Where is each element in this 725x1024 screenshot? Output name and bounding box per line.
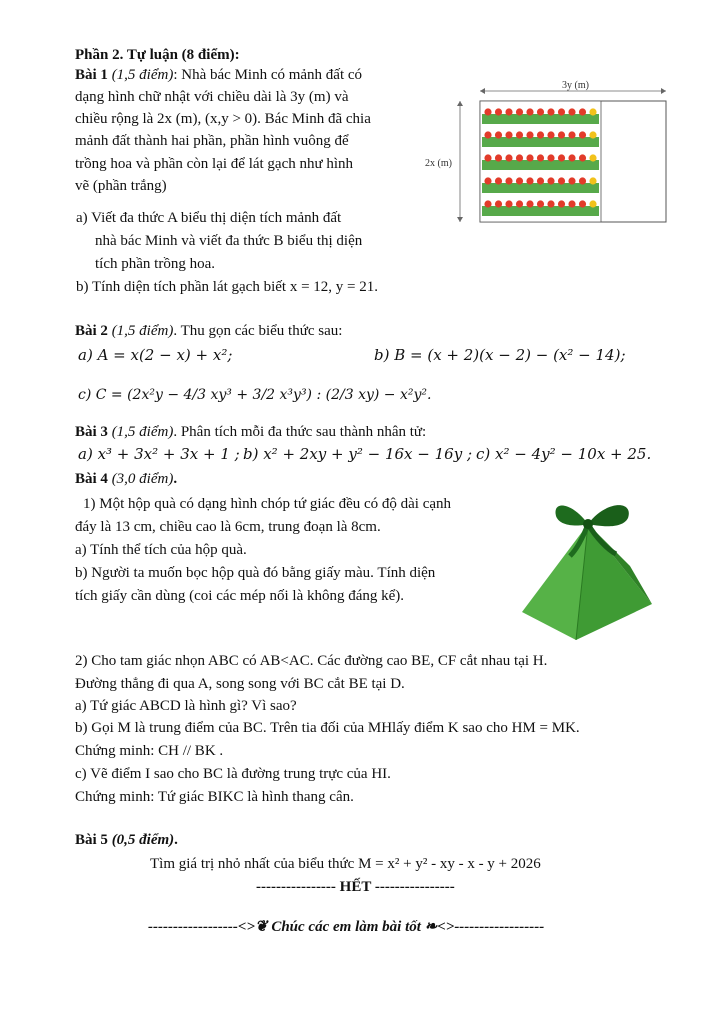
- bai2-intro: . Thu gọn các biểu thức sau:: [173, 323, 343, 339]
- bai5-heading: Bài 5 (0,5 điểm).: [75, 832, 178, 848]
- bai5-label: Bài 5: [75, 832, 108, 848]
- bai1-label: Bài 1: [75, 67, 108, 83]
- flower: [526, 200, 533, 207]
- flower: [547, 131, 554, 138]
- bai1-b-line: b) Tính diện tích phần lát gạch biết x = 12, y = 21.: [76, 279, 378, 295]
- bai1-a-line-3: tích phần trồng hoa.: [95, 256, 215, 272]
- flower: [579, 108, 586, 115]
- flower: [568, 108, 575, 115]
- ribbon-loop-left: [555, 506, 588, 526]
- bai1-line-1: [75, 66, 362, 84]
- flower: [495, 131, 502, 138]
- flower: [568, 154, 575, 161]
- bai4-p2-line-3: a) Tứ giác ABCD là hình gì? Vì sao?: [75, 698, 297, 714]
- bai1-line-3: chiều rộng là 2x (m), (x,y > 0). Bác Minh đã chia: [75, 111, 371, 127]
- flower: [505, 200, 512, 207]
- flower: [568, 131, 575, 138]
- flower: [516, 177, 523, 184]
- flower: [537, 131, 544, 138]
- flower: [495, 200, 502, 207]
- flower: [505, 177, 512, 184]
- flower: [547, 200, 554, 207]
- bai3-a: a) x³ + 3x² + 3x + 1 ;: [78, 445, 240, 463]
- top-arrow-left: [480, 88, 485, 94]
- bai3-heading: [75, 423, 426, 441]
- flower: [505, 131, 512, 138]
- top-arrow-right: [661, 88, 666, 94]
- bai4-p1-line-5: tích giấy cần dùng (coi các mép nối là không đáng kể).: [75, 588, 405, 604]
- flower: [568, 200, 575, 207]
- bai5-points: (0,5 điểm): [111, 832, 175, 848]
- bai5-text: Tìm giá trị nhỏ nhất của biểu thức M = x² + y² - xy - x - y + 2026: [150, 856, 541, 872]
- bai3-b: b) x² + 2xy + y² − 16x − 16y ;: [243, 445, 473, 463]
- bai4-label: Bài 4: [75, 471, 108, 487]
- flower: [484, 177, 491, 184]
- ribbon-loop-right: [588, 505, 629, 526]
- bai1-a-line-2: nhà bác Minh và viết đa thức B biểu thị diện: [95, 233, 363, 249]
- left-arrow-top: [457, 101, 463, 106]
- bai1-line-6: vẽ (phần trắng): [75, 178, 167, 194]
- bai4-p2-line-7: Chứng minh: Tứ giác BIKC là hình thang cân.: [75, 789, 354, 805]
- closing-line: ------------------<>❦ Chúc các em làm bài tốt ❧<>------------------: [148, 919, 545, 935]
- ribbon-knot: [583, 519, 593, 529]
- figure-top-label: 3y (m): [562, 80, 589, 91]
- flower: [579, 177, 586, 184]
- flower: [589, 108, 596, 115]
- flower: [579, 131, 586, 138]
- gift-box-image: [512, 494, 664, 644]
- flower: [537, 200, 544, 207]
- flower: [558, 200, 565, 207]
- flower: [505, 108, 512, 115]
- flower: [547, 177, 554, 184]
- flower: [568, 177, 575, 184]
- bai2-label: Bài 2: [75, 323, 108, 339]
- bai1-line-5: trồng hoa và phần còn lại để lát gạch như hình: [75, 156, 354, 172]
- flower: [495, 177, 502, 184]
- bai4-p1-line-1: 1) Một hộp quà có dạng hình chóp tứ giác đều có độ dài cạnh: [83, 496, 452, 512]
- bai2-b: b) B = (x + 2)(x − 2) − (x² − 14);: [374, 346, 626, 364]
- flower: [484, 200, 491, 207]
- flower: [558, 108, 565, 115]
- flower: [505, 154, 512, 161]
- flower: [526, 154, 533, 161]
- flower: [547, 108, 554, 115]
- bai4-p2-line-6: c) Vẽ điểm I sao cho BC là đường trung trực của HI.: [75, 766, 391, 782]
- bai4-p1-line-2: đáy là 13 cm, chiều cao là 6cm, trung đoạn là 8cm.: [75, 519, 381, 535]
- bai1-a-line-1: a) Viết đa thức A biểu thị diện tích mảnh đất: [76, 210, 342, 226]
- bai1-line-2: dạng hình chữ nhật với chiều dài là 3y (m) và: [75, 89, 349, 105]
- end-mark: ---------------- HẾT ----------------: [256, 879, 455, 895]
- flower: [537, 154, 544, 161]
- bai3-points: (1,5 điểm): [111, 424, 174, 440]
- flower: [526, 108, 533, 115]
- bai4-points: (3,0 điểm): [111, 471, 174, 487]
- gift-face-right: [576, 524, 652, 640]
- flower: [579, 154, 586, 161]
- flower: [589, 131, 596, 138]
- flower: [484, 108, 491, 115]
- flower: [526, 131, 533, 138]
- bai4-p2-line-5: Chứng minh: CH // BK .: [75, 743, 224, 759]
- flower: [516, 200, 523, 207]
- bai4-p2-line-1: 2) Cho tam giác nhọn ABC có AB<AC. Các đường cao BE, CF cắt nhau tại H.: [75, 653, 548, 669]
- flower: [495, 154, 502, 161]
- flower: [547, 154, 554, 161]
- flower: [516, 131, 523, 138]
- flower: [558, 131, 565, 138]
- flower: [589, 154, 596, 161]
- bai2-points: (1,5 điểm): [111, 323, 174, 339]
- bai1-line-4: mảnh đất thành hai phần, phần hình vuông để: [75, 133, 349, 149]
- flower: [484, 131, 491, 138]
- bai2-c: c) C = (2x²y − 4/3 xy³ + 3/2 x³y³) : (2/3 xy) − x²y².: [78, 387, 432, 403]
- flower: [537, 177, 544, 184]
- bai1-points: (1,5 điểm): [111, 67, 174, 83]
- left-arrow-bottom: [457, 217, 463, 222]
- bai3-label: Bài 3: [75, 424, 108, 440]
- bai4-p1-line-3: a) Tính thể tích của hộp quà.: [75, 542, 247, 558]
- flower: [495, 108, 502, 115]
- bai2-a: a) A = x(2 − x) + x²;: [78, 346, 233, 364]
- flower: [579, 200, 586, 207]
- flower: [516, 108, 523, 115]
- bai3-intro: . Phân tích mỗi đa thức sau thành nhân tử:: [173, 424, 427, 440]
- flower: [516, 154, 523, 161]
- flower: [589, 177, 596, 184]
- flower: [484, 154, 491, 161]
- bai1-text-0: : Nhà bác Minh có mảnh đất có: [173, 67, 363, 83]
- bai2-heading: [75, 322, 342, 340]
- flower: [526, 177, 533, 184]
- bai4-p1-line-4: b) Người ta muốn bọc hộp quà đó bằng giấy màu. Tính diện: [75, 565, 436, 581]
- bai4-p2-line-2: Đường thẳng đi qua A, song song với BC cắt BE tại D.: [75, 676, 405, 692]
- flower: [558, 177, 565, 184]
- bai4-p2-line-4: b) Gọi M là trung điểm của BC. Trên tia đối của MHlấy điểm K sao cho HM = MK.: [75, 720, 580, 736]
- bai3-c: c) x² − 4y² − 10x + 25.: [476, 445, 652, 463]
- flower: [537, 108, 544, 115]
- flower: [558, 154, 565, 161]
- part-heading: Phần 2. Tự luận (8 điểm):: [75, 47, 240, 63]
- garden-figure: [424, 76, 670, 224]
- bai4-heading: Bài 4 (3,0 điểm).: [75, 471, 178, 487]
- flower: [589, 200, 596, 207]
- figure-left-label: 2x (m): [425, 158, 452, 169]
